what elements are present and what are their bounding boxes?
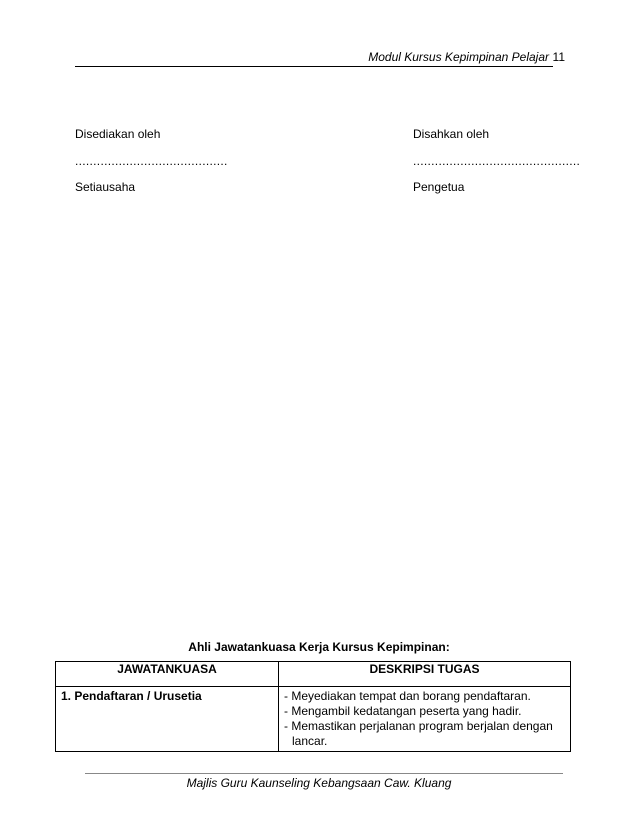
signature-block-prepared [75, 127, 228, 194]
signature-role: Pengetua [413, 180, 465, 194]
page-header [75, 50, 565, 66]
signature-role: Setiausaha [75, 180, 136, 194]
committee-table [55, 661, 571, 752]
signature-block-approved [413, 127, 580, 194]
signature-label: Disediakan oleh [75, 127, 161, 141]
signature-line: .......................................... [75, 154, 228, 168]
signature-line: .............................................. [413, 154, 581, 168]
duty-list [284, 689, 565, 749]
column-header: DESKRIPSI TUGAS [279, 662, 571, 687]
duty-item: - Meyediakan tempat dan borang pendaftaran. [284, 689, 531, 703]
duty-item: - Mengambil kedatangan peserta yang hadir. [284, 704, 522, 718]
footer-rule [85, 773, 563, 774]
header-rule [75, 66, 553, 67]
duty-item: - Memastikan perjalanan program berjalan dengan lancar. [284, 719, 553, 748]
column-header: JAWATANKUASA [56, 662, 279, 687]
duty-description-cell [279, 687, 571, 752]
table-row [56, 687, 571, 752]
committee-name-cell [56, 687, 279, 752]
header-title: Modul Kursus Kepimpinan Pelajar [368, 50, 549, 64]
page-footer: Majlis Guru Kaunseling Kebangsaan Caw. Kluang [186, 776, 452, 790]
table-header-row [56, 662, 571, 687]
committee-title: Ahli Jawatankuasa Kerja Kursus Kepimpinan: [188, 640, 450, 654]
signature-label: Disahkan oleh [413, 127, 490, 141]
committee-name: 1. Pendaftaran / Urusetia [61, 689, 202, 703]
page-number: 11 [552, 50, 565, 64]
